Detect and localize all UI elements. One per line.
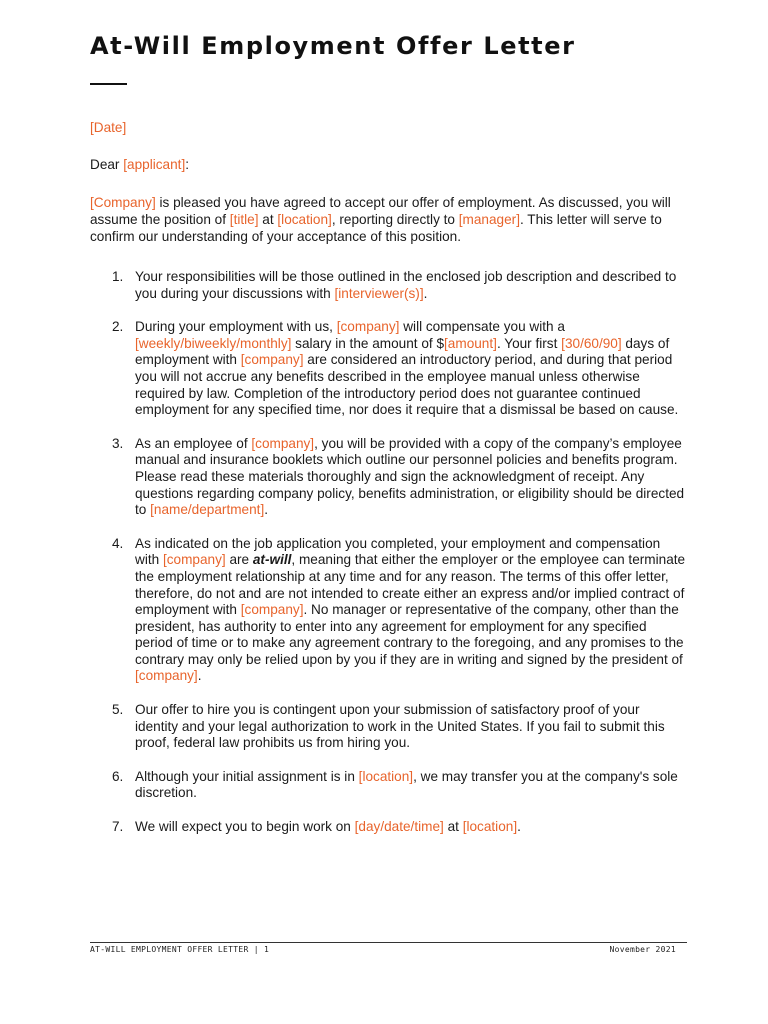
list-item: 7. We will expect you to begin work on [day/date/time] at [location]. bbox=[112, 819, 521, 835]
location-placeholder: [location] bbox=[277, 212, 332, 227]
list-item: 1. Your responsibilities will be those outlined in the enclosed job description and described to you during your discussions with [interviewer(s)]. bbox=[112, 269, 677, 301]
applicant-placeholder: [applicant] bbox=[123, 157, 186, 172]
footer-page-label: AT-WILL EMPLOYMENT OFFER LETTER | 1 bbox=[90, 945, 270, 954]
list-item: 6. Although your initial assignment is in [location], we may transfer you at the company's sole discretion. bbox=[112, 768, 678, 801]
list-item: 3. As an employee of [company], you will be provided with a copy of the company’s employee manual and insurance booklets which outline our personnel policies and benefits program. Please read these materials thoroughly and sign the acknowledgment of receipt. Any questions regarding company policy, benefits administration, or eligibility should be directed to [name/department]. bbox=[112, 435, 685, 518]
list-item: 2. During your employment with us, [company] will compensate you with a [weekly/biweekly/monthly] salary in the amount of $[amount]. Your first [30/60/90] days of employment with [company] are considered an introductory period, and during that period you will not accrue any benefits described in the employee manual unless otherwise required by law. Completion of the introductory period does not guarantee continued employment for any specified time, nor does it require that a dismissal be based on cause. bbox=[112, 319, 679, 418]
list-item: 5. Our offer to hire you is contingent upon your submission of satisfactory proof of your identity and your legal authorization to work in the United States. If you fail to submit this proof, federal law prohibits us from hiring you. bbox=[112, 702, 665, 751]
manager-placeholder: [manager] bbox=[458, 212, 520, 227]
title-underline bbox=[90, 83, 127, 85]
date-placeholder: [Date] bbox=[90, 120, 127, 135]
footer-date: November 2021 bbox=[609, 945, 676, 954]
footer-divider bbox=[90, 942, 687, 943]
greeting: Dear [applicant]: bbox=[90, 157, 189, 172]
intro-paragraph: [Company] is pleased you have agreed to accept our offer of employment. As discussed, you will assume the position of [title] at [location], reporting directly to [manager]. This letter will serve to confirm our understanding of your acceptance of this position. bbox=[90, 195, 671, 244]
list-item: 4. As indicated on the job application you completed, your employment and compensation with [company] are at-will, meaning that either the employer or the employee can terminate the employment relationship at any time and for any reason. The terms of this offer letter, therefore, do not and are not intended to create either an express and/or implied contract of employment with [company]. No manager or representative of the company, other than the president, has authority to enter into any agreement for employment for any specified period of time or to make any agreement contrary to the foregoing, and any promises to the contrary may only be relied upon by you if they are in writing and signed by the president of [company]. bbox=[112, 535, 686, 684]
title-placeholder: [title] bbox=[229, 212, 259, 227]
terms-list bbox=[90, 269, 686, 853]
at-will-emphasis: at-will bbox=[252, 552, 292, 568]
document-title: At-Will Employment Offer Letter bbox=[90, 32, 576, 60]
company-placeholder: [Company] bbox=[90, 195, 156, 210]
